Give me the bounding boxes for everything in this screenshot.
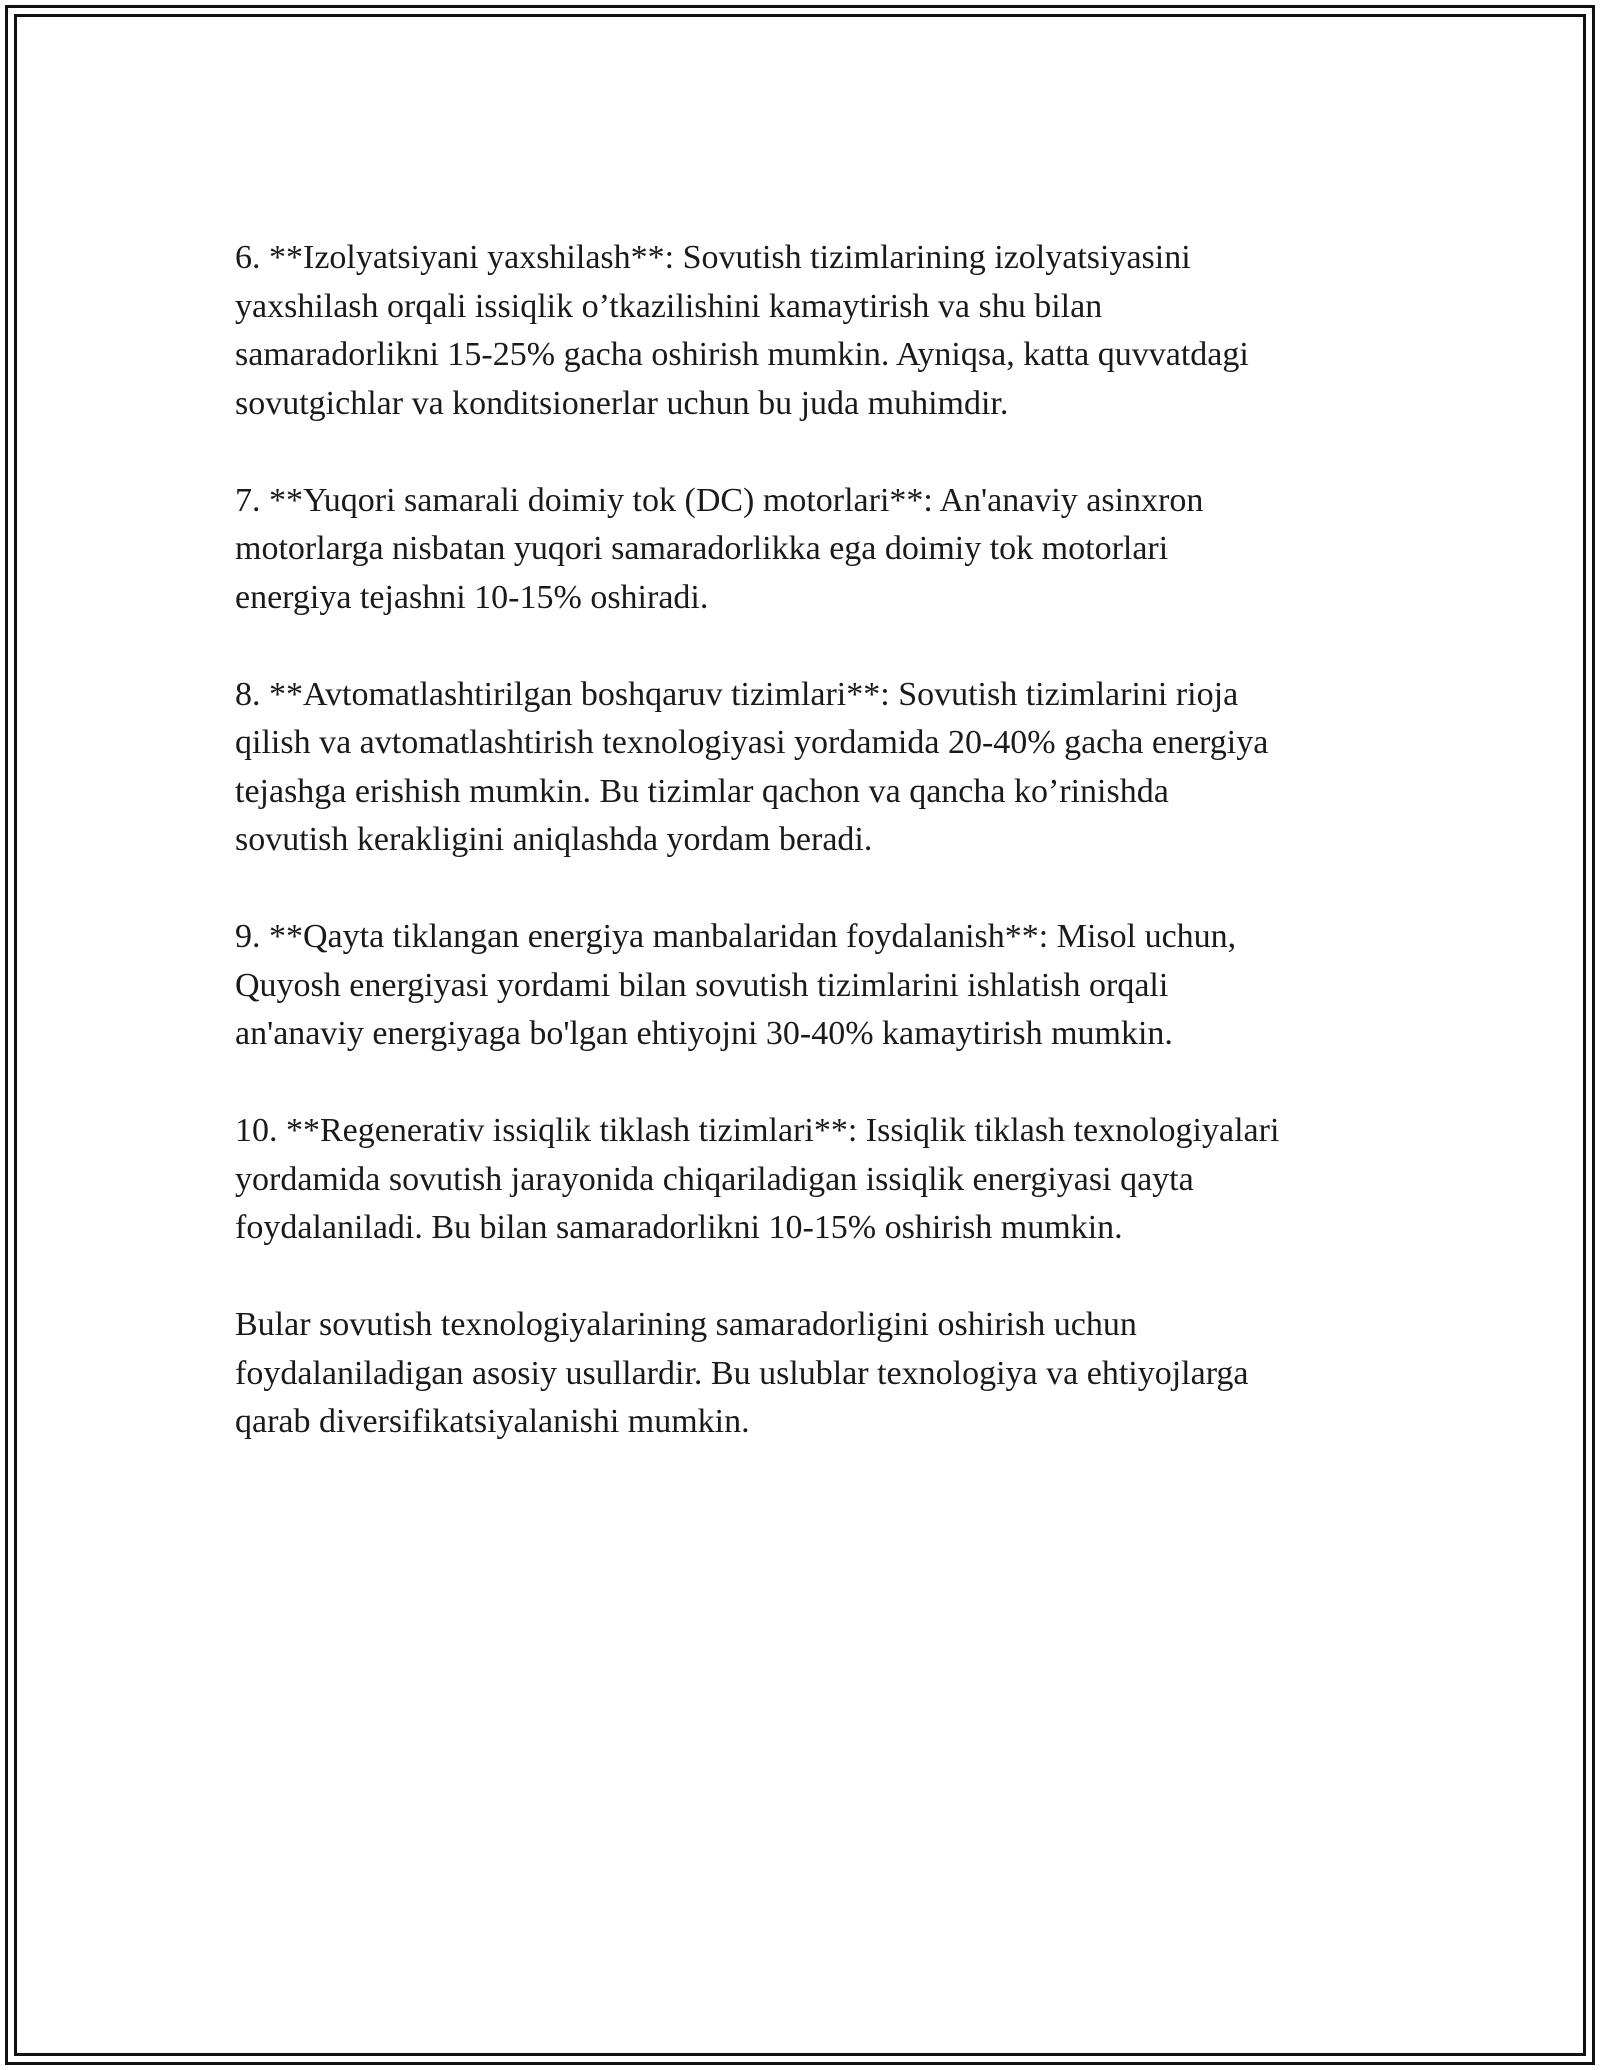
document-body <box>235 234 1385 1495</box>
text-line: tejashga erishish mumkin. Bu tizimlar qachon va qancha ko’rinishda <box>235 772 1169 810</box>
text-line: foydalaniladi. Bu bilan samaradorlikni 10-15% oshirish mumkin. <box>235 1209 1123 1246</box>
text-line: 7. **Yuqori samarali doimiy tok (DC) motorlari**: An'anaviy asinxron <box>235 481 1204 519</box>
text-line: qilish va avtomatlashtirish texnologiyasi yordamida 20-40% gacha energiya <box>235 724 1269 761</box>
text-line: motorlarga nisbatan yuqori samaradorlikka ega doimiy tok motorlari <box>235 530 1169 567</box>
text-line: yordamida sovutish jarayonida chiqariladigan issiqlik energiyasi qayta <box>235 1160 1194 1198</box>
text-line: samaradorlikni 15-25% gacha oshirish mumkin. Ayniqsa, katta quvvatdagi <box>235 336 1249 373</box>
text-line: 6. **Izolyatsiyani yaxshilash**: Sovutish tizimlarining izolyatsiyasini <box>235 239 1191 276</box>
text-line: an'anaviy energiyaga bo'lgan ehtiyojni 30-40% kamaytirish mumkin. <box>235 1015 1173 1052</box>
text-line: 8. **Avtomatlashtirilgan boshqaruv tizimlari**: Sovutish tizimlarini rioja <box>235 675 1239 713</box>
text-line: foydalaniladigan asosiy usullardir. Bu uslublar texnologiya va ehtiyojlarga <box>235 1354 1249 1392</box>
paragraph-item-6 <box>235 234 1385 428</box>
text-line: sovutgichlar va konditsionerlar uchun bu juda muhimdir. <box>235 384 1009 422</box>
text-line: 9. **Qayta tiklangan energiya manbalaridan foydalanish**: Misol uchun, <box>235 918 1237 955</box>
text-line: Quyosh energiyasi yordami bilan sovutish tizimlarini ishlatish orqali <box>235 966 1169 1004</box>
paragraph-conclusion <box>235 1301 1385 1447</box>
paragraph-item-9 <box>235 913 1385 1059</box>
text-line: Bular sovutish texnologiyalarining samaradorligini oshirish uchun <box>235 1306 1137 1343</box>
paragraph-item-10 <box>235 1107 1385 1253</box>
text-line: 10. **Regenerativ issiqlik tiklash tizimlari**: Issiqlik tiklash texnologiyalari <box>235 1112 1280 1149</box>
paragraph-item-7 <box>235 477 1385 623</box>
text-line: qarab diversifikatsiyalanishi mumkin. <box>235 1403 750 1440</box>
text-line: energiya tejashni 10-15% oshiradi. <box>235 578 709 616</box>
paragraph-item-8 <box>235 671 1385 865</box>
text-line: yaxshilash orqali issiqlik o’tkazilishini kamaytirish va shu bilan <box>235 287 1103 325</box>
text-line: sovutish kerakligini aniqlashda yordam beradi. <box>235 821 873 858</box>
